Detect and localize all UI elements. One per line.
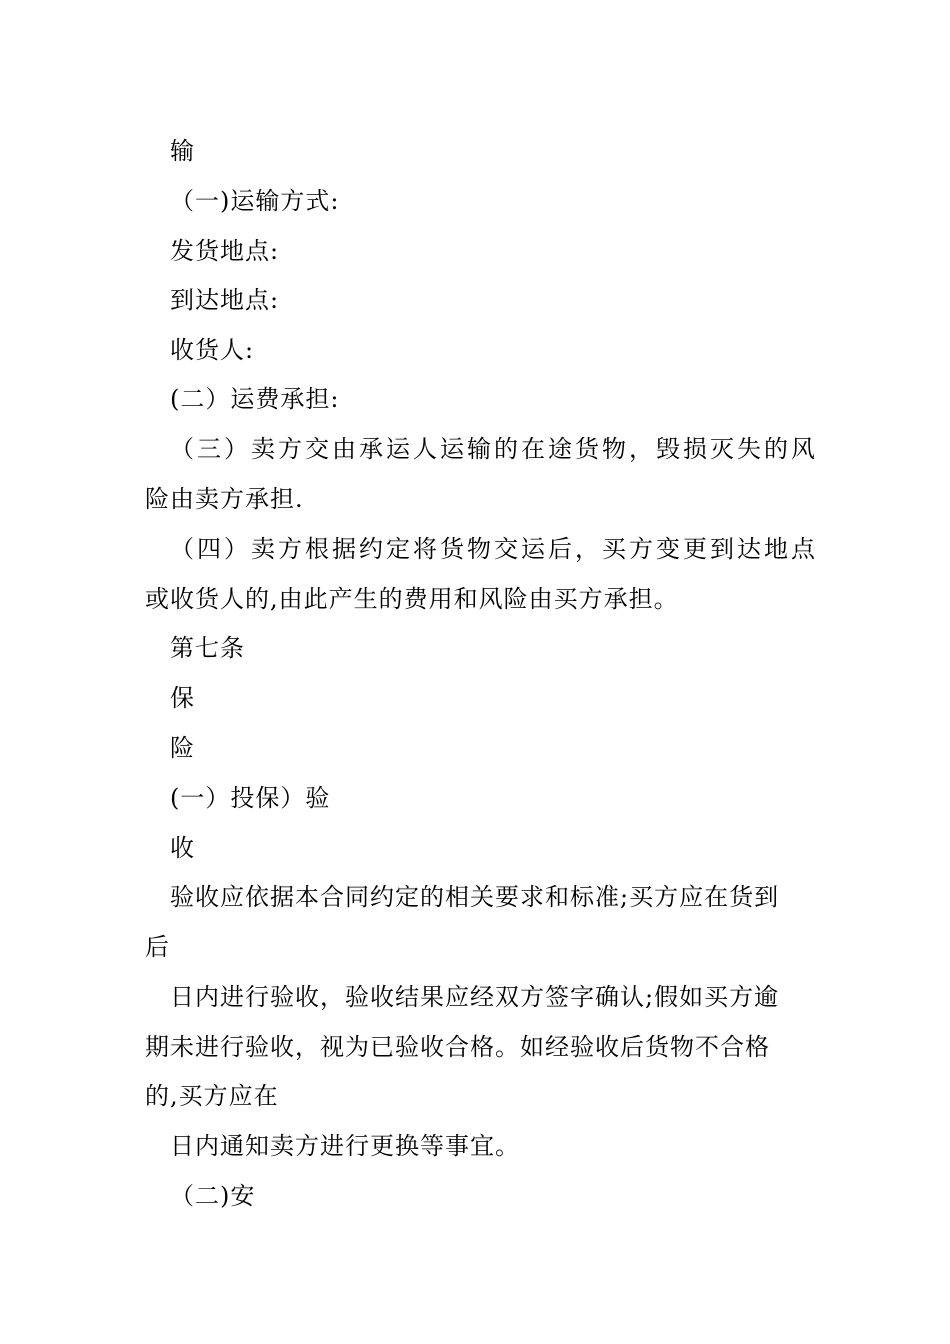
text-line: （三）卖方交由承运人运输的在途货物，毁损灭失的风 — [170, 435, 818, 463]
text-line: (二）运费承担: — [170, 385, 340, 413]
text-line: 输 — [170, 137, 195, 165]
text-line: 的,买方应在 — [145, 1082, 279, 1110]
text-line: 险由卖方承担. — [145, 485, 304, 513]
text-line: 或收货人的,由此产生的费用和风险由买方承担。 — [145, 585, 679, 613]
text-line: 发货地点: — [170, 237, 280, 265]
text-line: 日内进行验收，验收结果应经双方签字确认;假如买方逾 — [170, 983, 780, 1011]
text-line: (一）投保）验 — [170, 784, 331, 812]
text-line: （二)安 — [170, 1182, 256, 1210]
text-line: 收货人: — [170, 336, 255, 364]
text-line: 收 — [170, 834, 195, 862]
text-line: 后 — [145, 933, 170, 961]
text-line: 验收应依据本合同约定的相关要求和标准;买方应在货到 — [170, 883, 780, 911]
text-line: 到达地点: — [170, 286, 280, 314]
text-line: 险 — [170, 734, 195, 762]
text-line: 保 — [170, 684, 195, 712]
text-line: 第七条 — [170, 634, 245, 662]
text-line: （一)运输方式: — [170, 187, 340, 215]
text-line: （四）卖方根据约定将货物交运后，买方变更到达地点 — [170, 535, 818, 563]
text-line: 期未进行验收，视为已验收合格。如经验收后货物不合格 — [145, 1033, 770, 1061]
text-line: 日内通知卖方进行更换等事宜。 — [170, 1132, 520, 1160]
